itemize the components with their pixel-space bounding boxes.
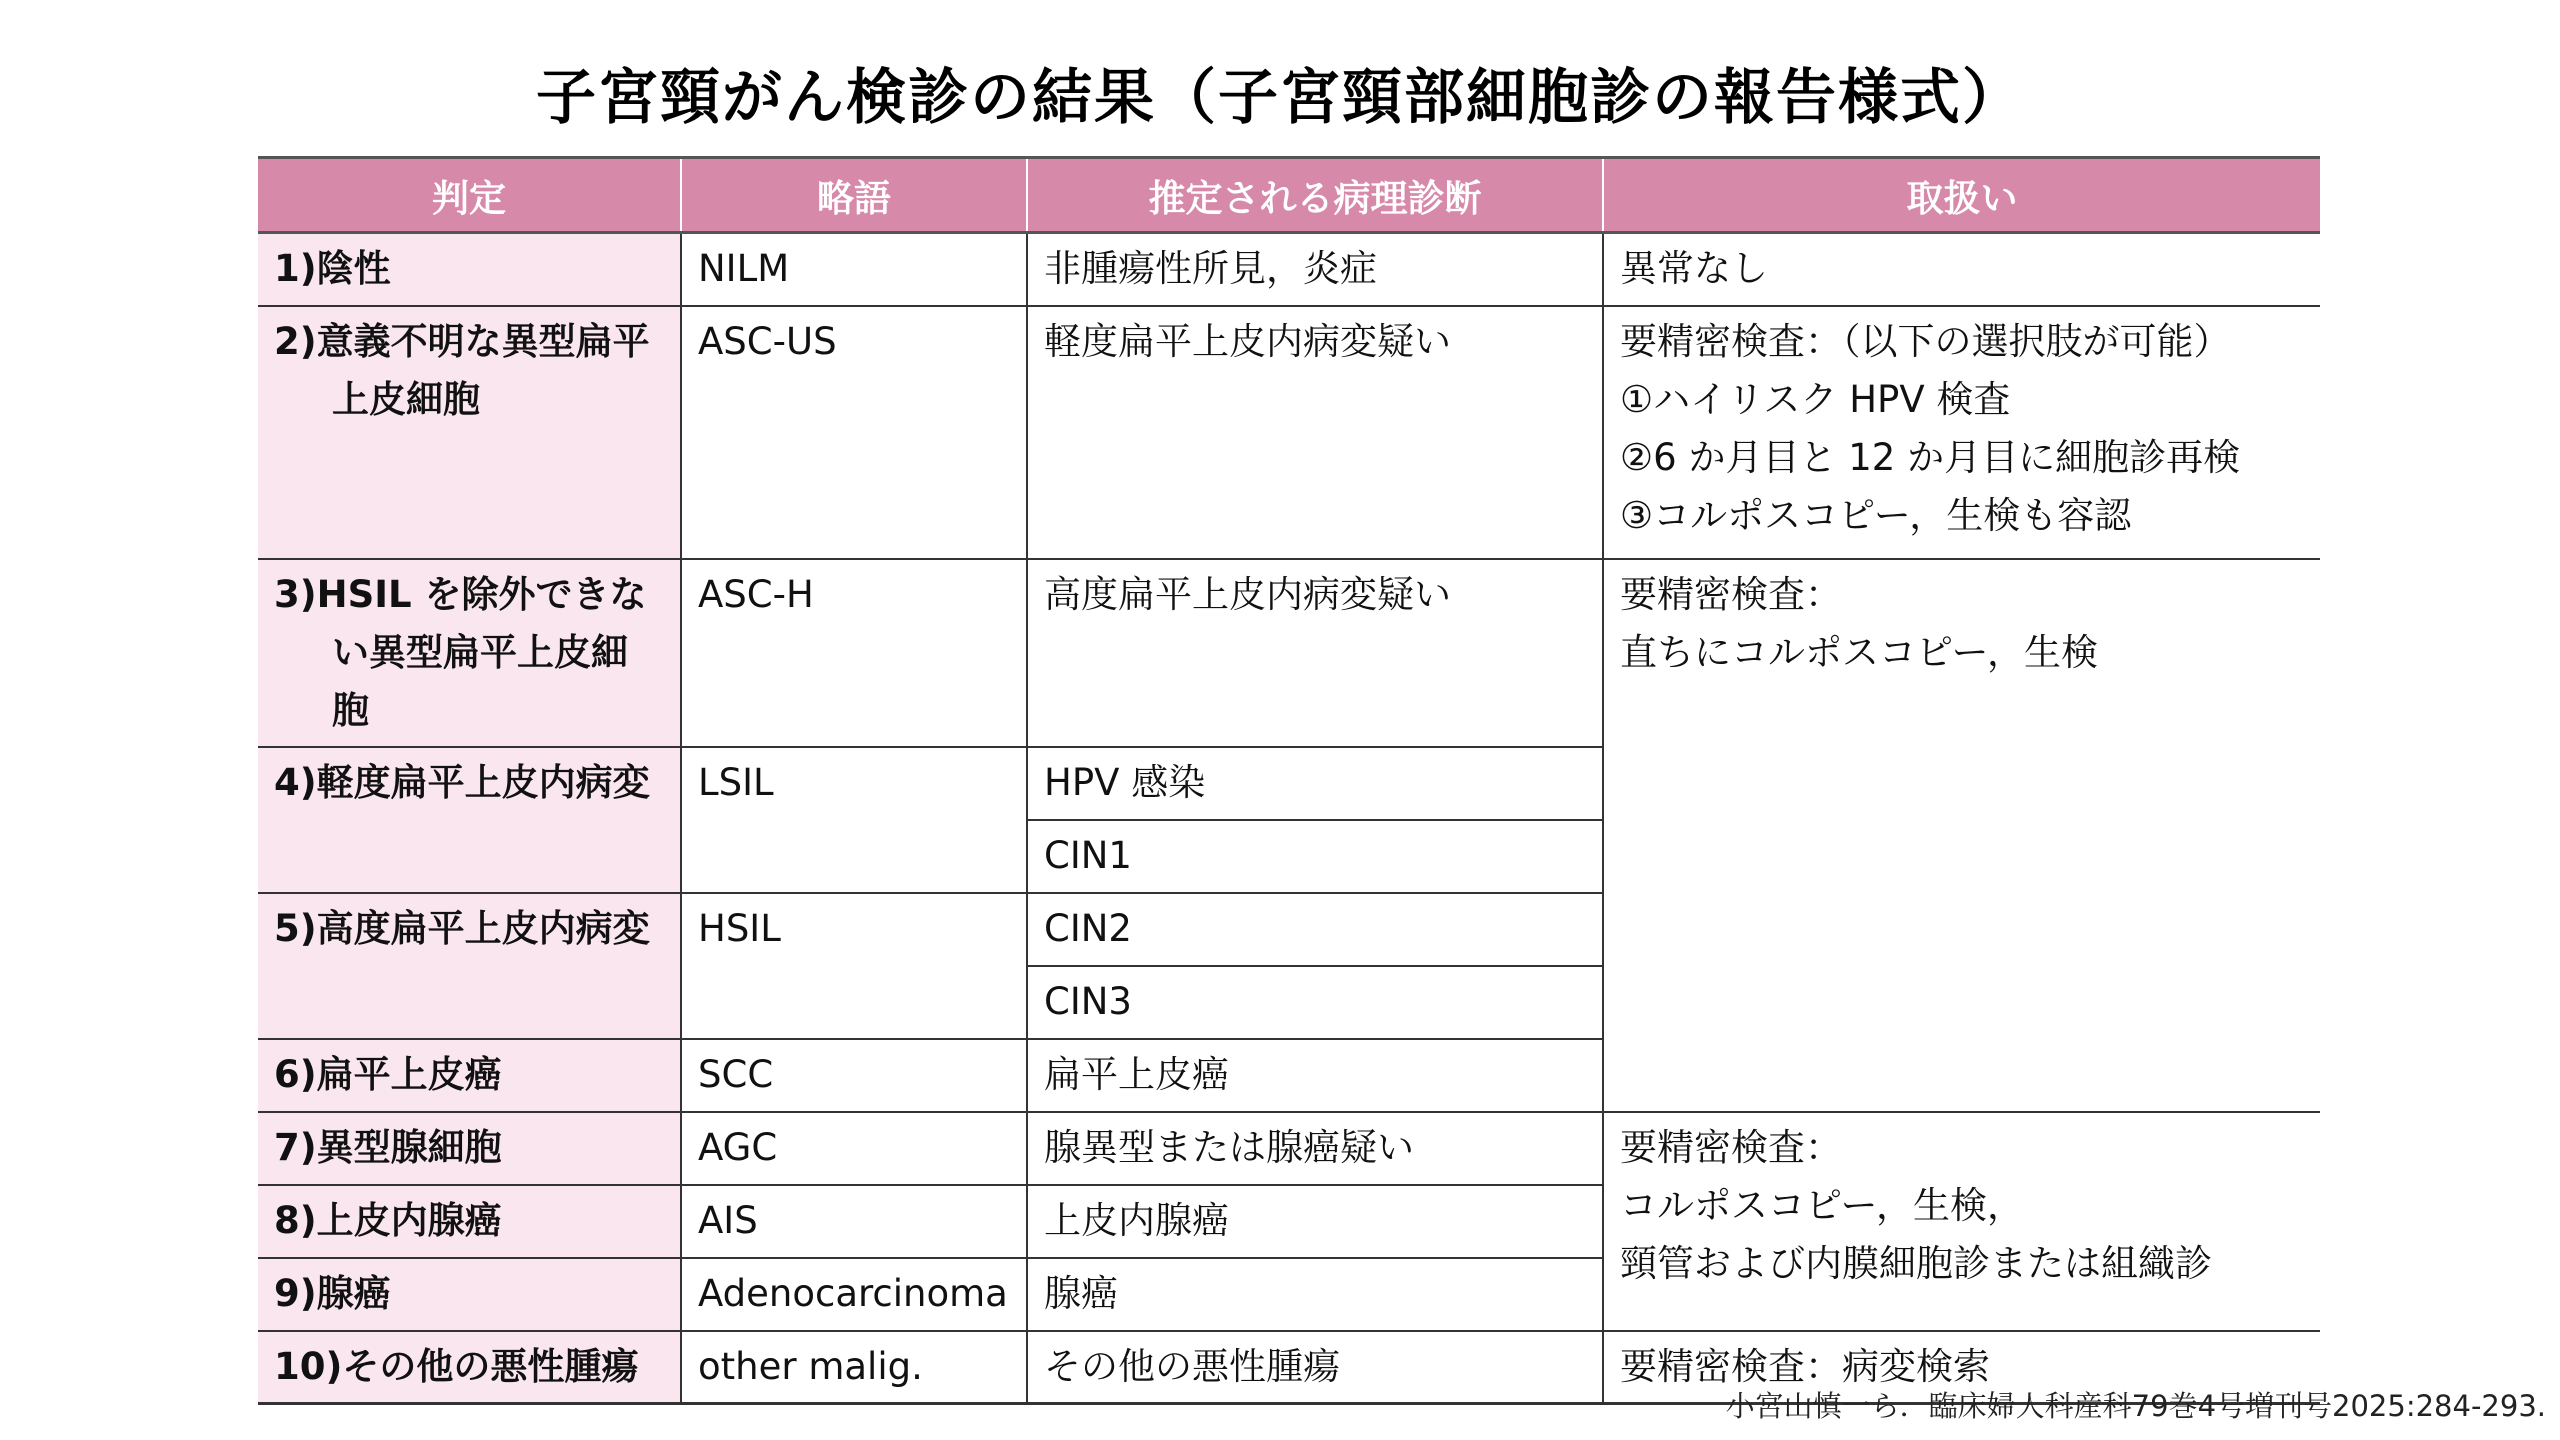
diagnosis-cell: CIN1	[1027, 820, 1603, 893]
diagnosis-cell: HPV 感染	[1027, 747, 1603, 820]
table-row	[258, 559, 2320, 747]
judge-cell: 1)陰性	[258, 233, 681, 306]
header-diagnosis: 推定される病理診断	[1027, 158, 1603, 233]
diagnosis-cell: その他の悪性腫瘍	[1027, 1331, 1603, 1404]
handling-line: 要精密検査：	[1620, 572, 1842, 616]
handling-cell	[1603, 306, 2320, 559]
diagnosis-cell: 腺異型または腺癌疑い	[1027, 1112, 1603, 1185]
header-judgement: 判定	[258, 158, 681, 233]
abbr-cell: Adenocarcinoma	[681, 1258, 1027, 1331]
handling-cell-group	[1603, 559, 2320, 1112]
citation: 小宮山慎一ら．臨床婦人科産科79巻4号増刊号2025:284-293.	[1725, 1389, 2546, 1423]
handling-line: 頸管および内膜細胞診または組織診	[1620, 1241, 2212, 1285]
handling-line: 要精密検査：	[1620, 1125, 1842, 1169]
handling-cell: 異常なし	[1603, 233, 2320, 306]
handling-line: コルポスコピー，生検，	[1620, 1183, 2025, 1227]
abbr-cell: ASC-H	[681, 559, 1027, 747]
judge-cell: 2)意義不明な異型扁平上皮細胞	[258, 306, 681, 559]
handling-line: 要精密検査：（以下の選択肢が可能）	[1620, 319, 2231, 363]
handling-line: ②6 か月目と 12 か月目に細胞診再検	[1620, 435, 2241, 479]
page-title: 子宮頸がん検診の結果（子宮頸部細胞診の報告様式）	[536, 63, 2024, 133]
handling-line: ③コルポスコピー，生検も容認	[1620, 493, 2132, 537]
abbr-cell: ASC-US	[681, 306, 1027, 559]
table-row	[258, 1112, 2320, 1185]
table-row	[258, 233, 2320, 306]
abbr-cell: SCC	[681, 1039, 1027, 1112]
header-handling: 取扱い	[1603, 158, 2320, 233]
handling-line: ①ハイリスク HPV 検査	[1620, 377, 2011, 421]
table-header-row	[258, 158, 2320, 233]
judge-cell: 3)HSIL を除外できない異型扁平上皮細胞	[258, 559, 681, 747]
diagnosis-cell: 腺癌	[1027, 1258, 1603, 1331]
table-row	[258, 306, 2320, 559]
header-abbreviation: 略語	[681, 158, 1027, 233]
abbr-cell: AIS	[681, 1185, 1027, 1258]
judge-cell: 9)腺癌	[258, 1258, 681, 1331]
judge-cell: 4)軽度扁平上皮内病変	[258, 747, 681, 893]
abbr-cell: HSIL	[681, 893, 1027, 1039]
judge-cell: 6)扁平上皮癌	[258, 1039, 681, 1112]
judge-cell: 8)上皮内腺癌	[258, 1185, 681, 1258]
judge-cell: 7)異型腺細胞	[258, 1112, 681, 1185]
diagnosis-cell: 扁平上皮癌	[1027, 1039, 1603, 1112]
handling-line: 直ちにコルポスコピー，生検	[1620, 630, 2099, 674]
report-table	[258, 156, 2320, 1405]
diagnosis-cell: 上皮内腺癌	[1027, 1185, 1603, 1258]
diagnosis-cell: 高度扁平上皮内病変疑い	[1027, 559, 1603, 747]
diagnosis-cell: CIN3	[1027, 966, 1603, 1039]
diagnosis-cell: 軽度扁平上皮内病変疑い	[1027, 306, 1603, 559]
judge-cell: 5)高度扁平上皮内病変	[258, 893, 681, 1039]
judge-cell: 10)その他の悪性腫瘍	[258, 1331, 681, 1404]
abbr-cell: NILM	[681, 233, 1027, 306]
handling-cell-group	[1603, 1112, 2320, 1331]
handling-cell: 要精密検査：病変検索	[1603, 1331, 2320, 1404]
diagnosis-cell: 非腫瘍性所見，炎症	[1027, 233, 1603, 306]
diagnosis-cell: CIN2	[1027, 893, 1603, 966]
abbr-cell: LSIL	[681, 747, 1027, 893]
abbr-cell: other malig.	[681, 1331, 1027, 1404]
abbr-cell: AGC	[681, 1112, 1027, 1185]
